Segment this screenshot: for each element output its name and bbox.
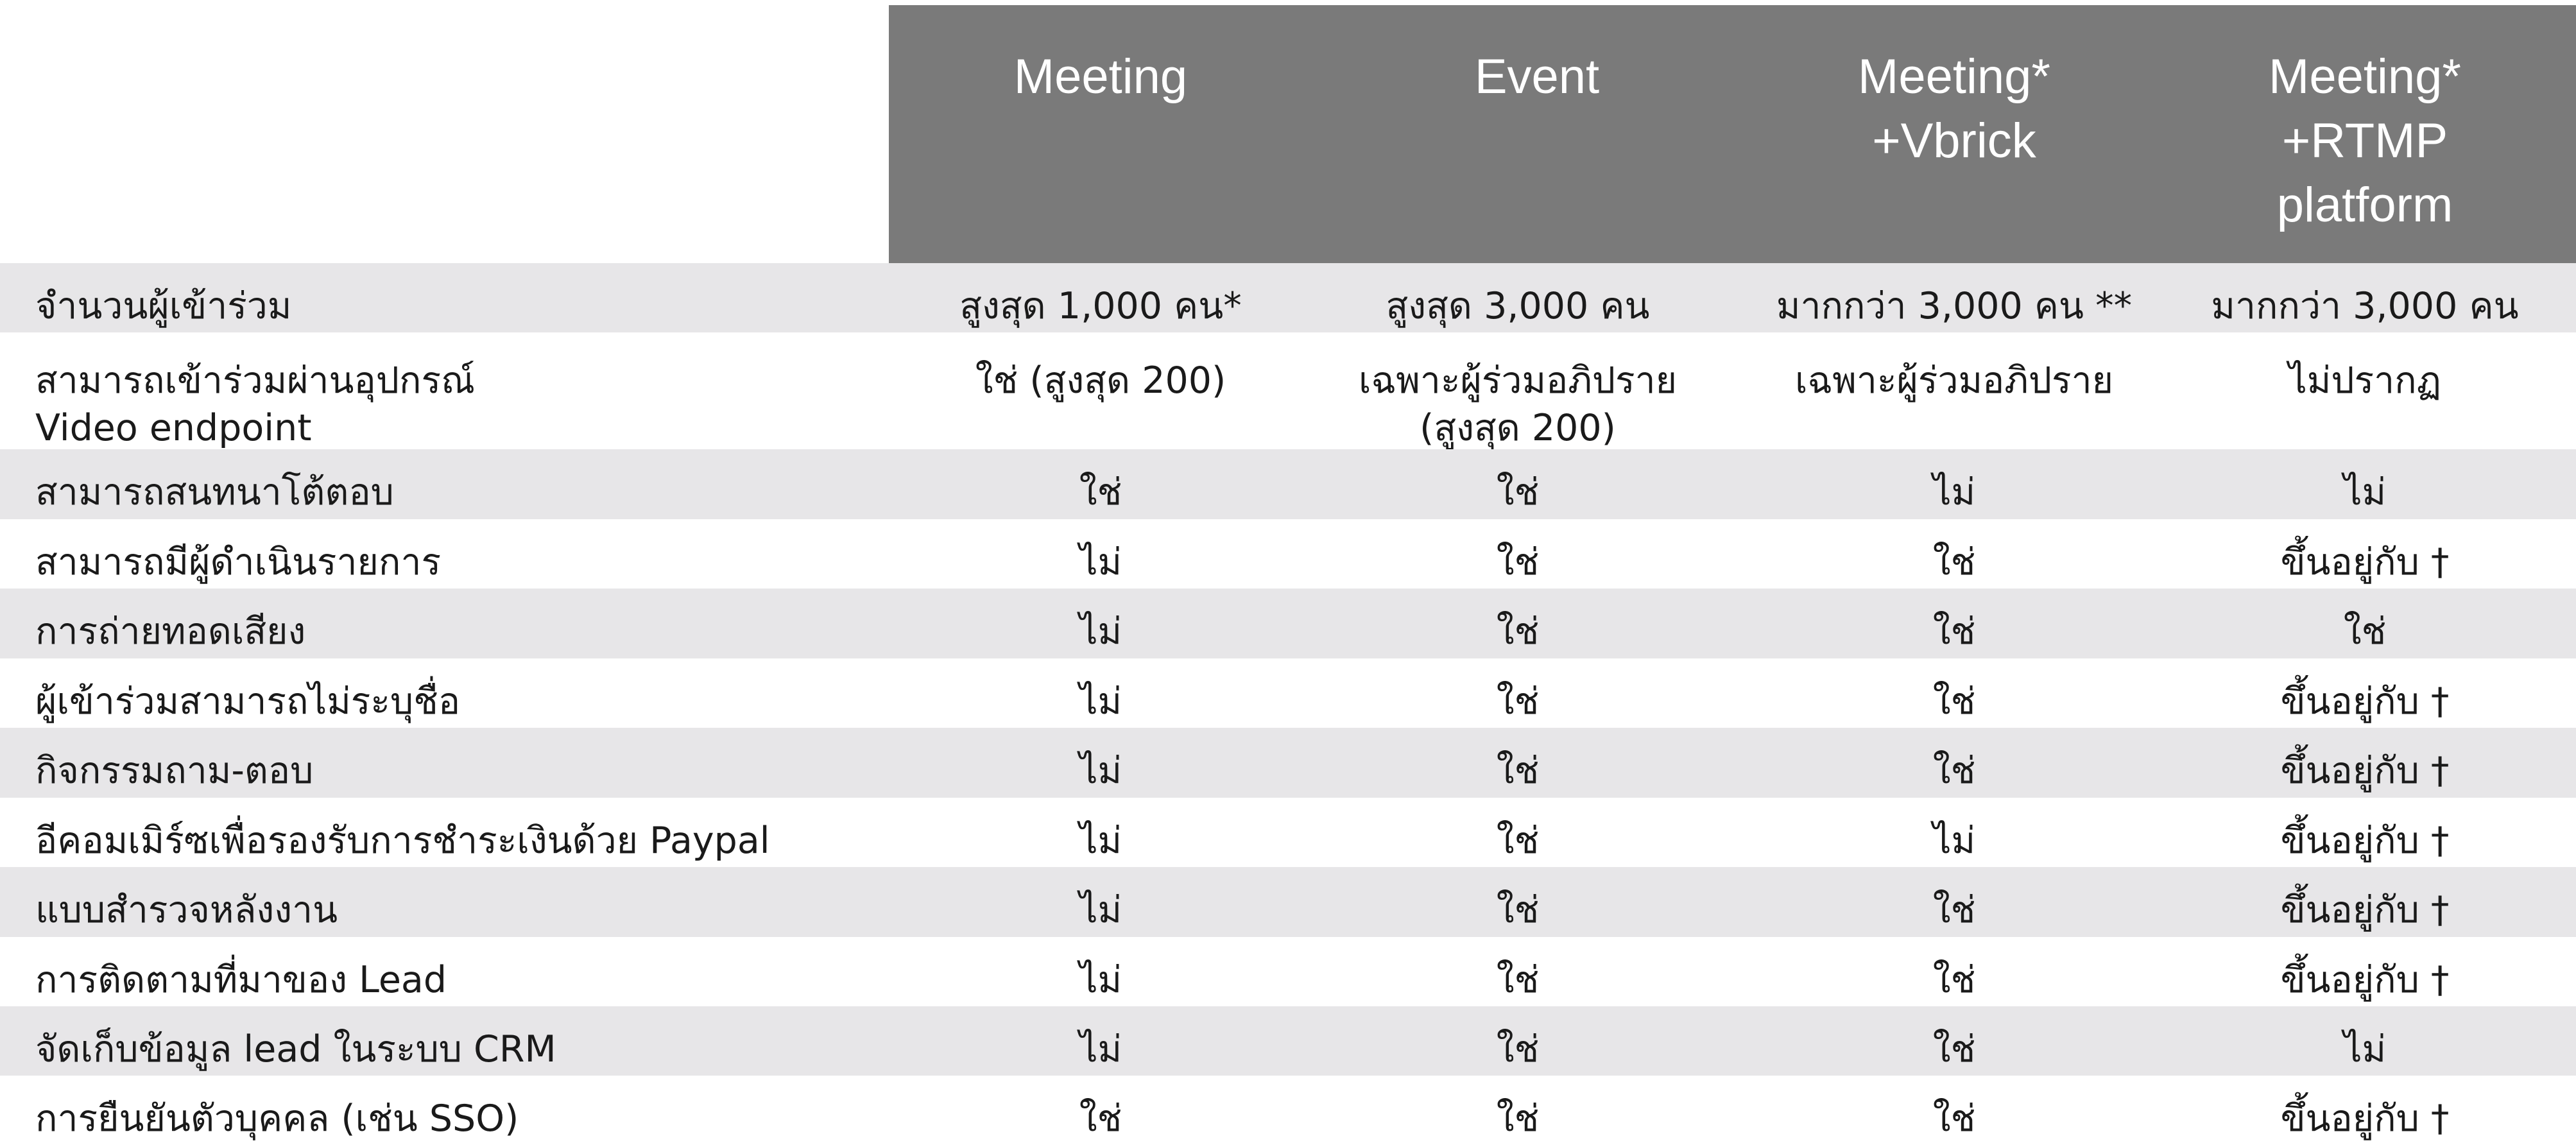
table-cell: ขึ้นอยู่กับ † — [2280, 820, 2450, 862]
table-cell: ใช่ — [1932, 750, 1976, 792]
table-cell: ใช่ (สูงสุด 200) — [975, 359, 1226, 402]
table-row — [0, 728, 2576, 798]
table-cell: ใช่ — [1932, 1028, 1976, 1070]
table-row — [0, 937, 2576, 1006]
table-cell: ใช่ — [1496, 541, 1540, 583]
row-label: การติดตามที่มาของ Lead — [35, 959, 447, 1001]
table-cell: ใช่ — [1079, 471, 1122, 513]
table-cell: ใช่ — [1932, 889, 1976, 931]
row-label: สามารถสนทนาโต้ตอบ — [35, 471, 394, 513]
row-label: การยืนยันตัวบุคคล (เช่น SSO) — [35, 1097, 519, 1140]
table-cell: ใช่ — [1496, 820, 1540, 862]
table-row — [0, 658, 2576, 728]
table-cell: ไม่ — [1079, 959, 1122, 1001]
table-cell: ไม่ — [1079, 610, 1122, 653]
table-cell: ไม่ — [1079, 820, 1122, 862]
row-label: สามารถมีผู้ดำเนินรายการ — [35, 541, 442, 583]
table-cell: ขึ้นอยู่กับ † — [2280, 889, 2450, 931]
table-cell: ไม่ — [1079, 889, 1122, 931]
table-cell: ไม่ — [1079, 541, 1122, 583]
table-row — [0, 449, 2576, 519]
table-row — [0, 867, 2576, 937]
table-cell: สูงสุด 3,000 คน — [1386, 285, 1650, 327]
table-row — [0, 589, 2576, 658]
row-label: แบบสำรวจหลังงาน — [35, 889, 338, 931]
row-label: กิจกรรมถาม-ตอบ — [35, 750, 314, 792]
table-cell: ใช่ — [1496, 959, 1540, 1001]
table-cell: ขึ้นอยู่กับ † — [2280, 541, 2450, 583]
table-cell: ขึ้นอยู่กับ † — [2280, 750, 2450, 792]
column-header-meeting: Meeting — [1013, 49, 1188, 104]
table-cell: ไม่ — [2343, 471, 2387, 513]
table-cell: สูงสุด 1,000 คน* — [959, 285, 1242, 327]
table-cell: ไม่ — [1932, 471, 1976, 513]
table-row — [0, 519, 2576, 589]
table-cell: ขึ้นอยู่กับ † — [2280, 959, 2450, 1001]
table-cell: ใช่ — [1496, 680, 1540, 723]
column-header-event: Event — [1474, 49, 1600, 104]
table-cell: ขึ้นอยู่กับ † — [2280, 1097, 2450, 1140]
table-cell: ใช่ — [1496, 750, 1540, 792]
table-cell: ใช่ — [2343, 610, 2387, 653]
table-cell: ไม่ — [1079, 680, 1122, 723]
table-row — [0, 1006, 2576, 1076]
table-cell: ใช่ — [1932, 541, 1976, 583]
table-cell: ใช่ — [1496, 1097, 1540, 1140]
table-cell: ใช่ — [1496, 610, 1540, 653]
row-label: การถ่ายทอดเสียง — [35, 610, 306, 653]
row-label: จัดเก็บข้อมูล lead ในระบบ CRM — [35, 1028, 556, 1070]
table-cell: ไม่ — [1079, 1028, 1122, 1070]
row-label: อีคอมเมิร์ซเพื่อรองรับการชำระเงินด้วย Paypal — [35, 820, 770, 862]
table-cell: ใช่ — [1932, 1097, 1976, 1140]
table-row — [0, 1076, 2576, 1143]
table-cell: ไม่ปรากฏ — [2288, 359, 2441, 402]
table-cell: ใช่ — [1932, 680, 1976, 723]
table-cell: ไม่ — [1932, 820, 1976, 862]
row-label: สามารถเข้าร่วมผ่านอุปกรณ์ Video endpoint — [35, 359, 475, 449]
table-cell: ใช่ — [1496, 471, 1540, 513]
column-header-meeting-rtmp: Meeting* +RTMP platform — [2269, 49, 2461, 232]
table-row — [0, 332, 2576, 449]
table-cell: ใช่ — [1496, 889, 1540, 931]
table-cell: มากกว่า 3,000 คน ** — [1776, 285, 2133, 327]
table-cell: ไม่ — [1079, 750, 1122, 792]
table-row — [0, 798, 2576, 867]
table-cell: ใช่ — [1932, 610, 1976, 653]
row-label: ผู้เข้าร่วมสามารถไม่ระบุชื่อ — [35, 680, 461, 723]
table-cell: ใช่ — [1079, 1097, 1122, 1140]
table-cell: เฉพาะผู้ร่วมอภิปราย (สูงสุด 200) — [1358, 359, 1678, 449]
table-cell: มากกว่า 3,000 คน — [2211, 285, 2519, 327]
row-label: จำนวนผู้เข้าร่วม — [35, 285, 292, 327]
table-cell: เฉพาะผู้ร่วมอภิปราย — [1794, 359, 2114, 402]
table-cell: ขึ้นอยู่กับ † — [2280, 680, 2450, 723]
table-cell: ไม่ — [2343, 1028, 2387, 1070]
table-cell: ใช่ — [1496, 1028, 1540, 1070]
table-row — [0, 263, 2576, 332]
column-header-meeting-vbrick: Meeting* +Vbrick — [1858, 49, 2050, 168]
table-cell: ใช่ — [1932, 959, 1976, 1001]
